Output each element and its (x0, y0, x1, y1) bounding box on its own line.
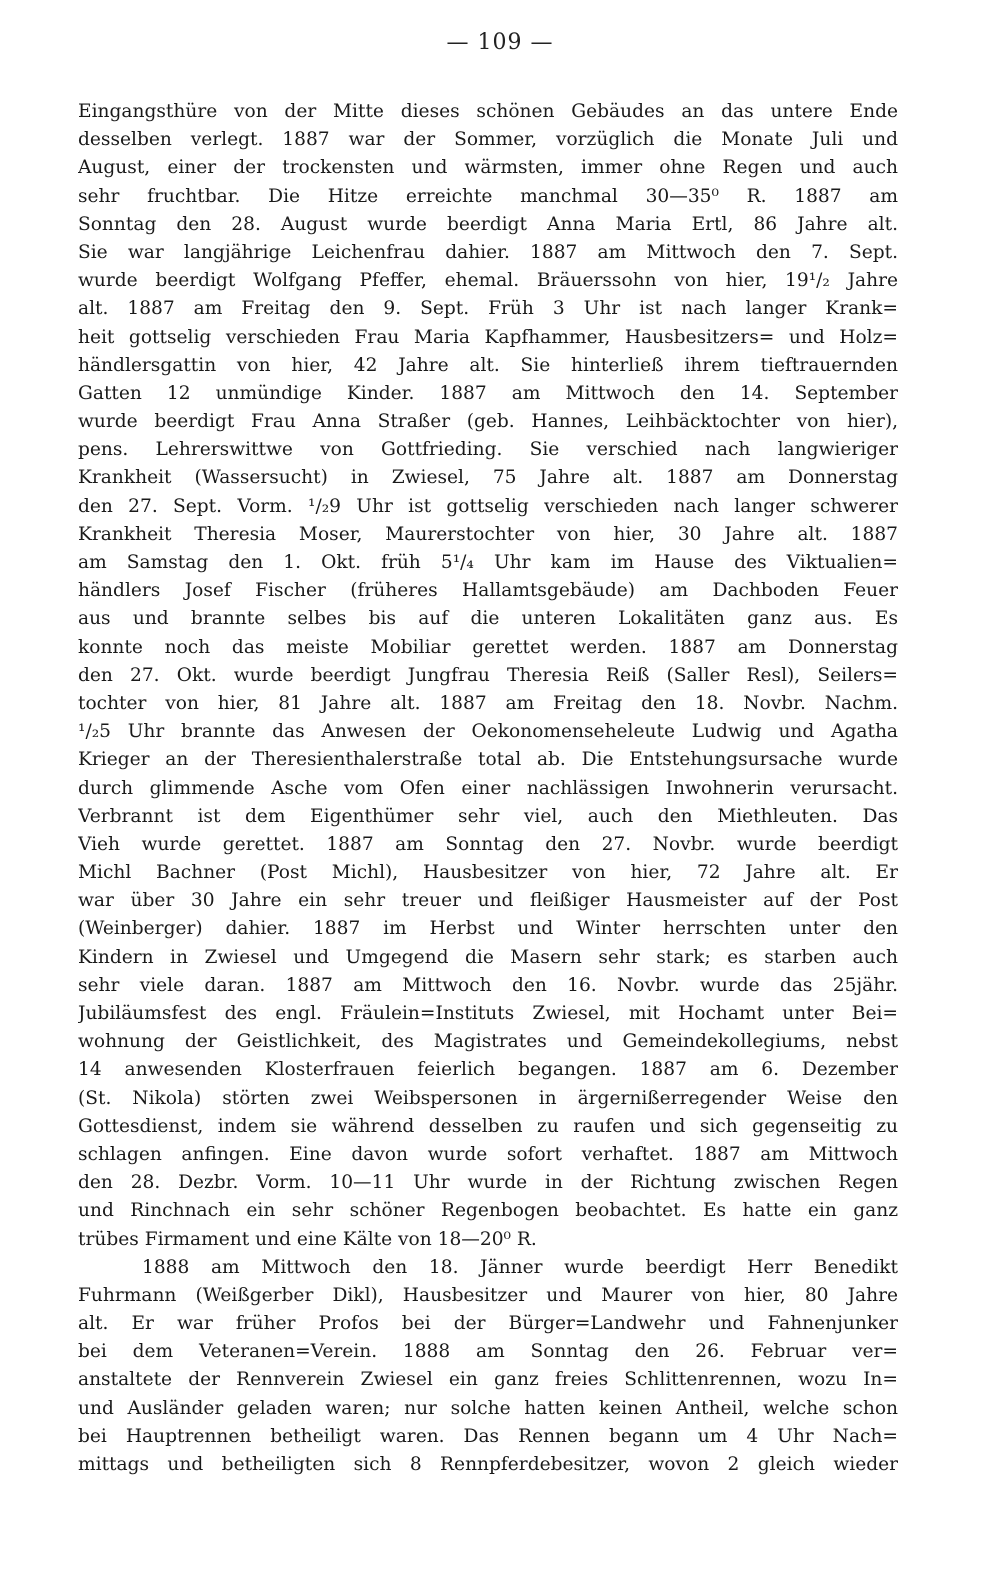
text-line: sehr fruchtbar. Die Hitze erreichte manchmal 30—35⁰ R. 1887 am (78, 185, 898, 207)
text-line: alt. 1887 am Freitag den 9. Sept. Früh 3 Uhr ist nach langer Krank= (78, 298, 898, 320)
text-line: Krieger an der Theresienthalerstraße total ab. Die Entstehungsursache wurde (78, 749, 898, 771)
text-line: bei Hauptrennen betheiligt waren. Das Rennen begann um 4 Uhr Nach= (78, 1425, 898, 1447)
text-line: und Rinchnach ein sehr schöner Regenbogen beobachtet. Es hatte ein ganz (78, 1200, 898, 1222)
text-line: am Samstag den 1. Okt. früh 5¹/₄ Uhr kam im Hause des Viktualien= (78, 552, 898, 573)
text-line: schlagen anfingen. Eine davon wurde sofort verhaftet. 1887 am Mittwoch (78, 1143, 898, 1165)
text-line: tochter von hier, 81 Jahre alt. 1887 am Freitag den 18. Novbr. Nachm. (78, 692, 898, 714)
text-line: Krankheit Theresia Moser, Maurerstochter von hier, 30 Jahre alt. 1887 (78, 523, 898, 545)
text-line: alt. Er war früher Profos bei der Bürger=Landwehr und Fahnenjunker (78, 1313, 898, 1335)
text-line: Sie war langjährige Leichenfrau dahier. 1887 am Mittwoch den 7. Sept. (78, 241, 898, 263)
text-line: wurde beerdigt Wolfgang Pfeffer, ehemal. Bräuerssohn von hier, 19¹/₂ Jahre (78, 270, 898, 292)
text-line: (Weinberger) dahier. 1887 im Herbst und Winter herrschten unter den (78, 918, 898, 940)
text-line: Krankheit (Wassersucht) in Zwiesel, 75 Jahre alt. 1887 am Donnerstag (78, 467, 898, 489)
body-text (78, 98, 898, 1479)
text-line: Gottesdienst, indem sie während desselben zu raufen und sich gegenseitig zu (78, 1115, 898, 1137)
text-line: konnte noch das meiste Mobiliar gerettet werden. 1887 am Donnerstag (78, 636, 898, 658)
text-line: Eingangsthüre von der Mitte dieses schönen Gebäudes an das untere Ende (78, 101, 898, 122)
text-line: desselben verlegt. 1887 war der Sommer, vorzüglich die Monate Juli und (78, 129, 898, 151)
text-line: war über 30 Jahre ein sehr treuer und fleißiger Hausmeister auf der Post (78, 890, 898, 912)
text-line: sehr viele daran. 1887 am Mittwoch den 16. Novbr. wurde das 25jähr. (78, 974, 898, 996)
text-line: den 27. Sept. Vorm. ¹/₂9 Uhr ist gottselig verschieden nach langer schwerer (78, 495, 898, 517)
text-line: Gatten 12 unmündige Kinder. 1887 am Mittwoch den 14. September (78, 382, 898, 404)
text-line: anstaltete der Rennverein Zwiesel ein ganz freies Schlittenrennen, wozu In= (78, 1369, 898, 1391)
text-line: den 28. Dezbr. Vorm. 10—11 Uhr wurde in der Richtung zwischen Regen (78, 1172, 898, 1194)
text-line: durch glimmende Asche vom Ofen einer nachlässigen Inwohnerin verursacht. (78, 777, 898, 799)
text-line: wohnung der Geistlichkeit, des Magistrates und Gemeindekollegiums, nebst (78, 1031, 898, 1053)
text-line: aus und brannte selbes bis auf die unteren Lokalitäten ganz aus. Es (78, 608, 898, 630)
text-line: bei dem Veteranen=Verein. 1888 am Sonntag den 26. Februar ver= (78, 1341, 898, 1363)
text-line: Sonntag den 28. August wurde beerdigt Anna Maria Ertl, 86 Jahre alt. (78, 213, 898, 235)
page-number: — 109 — (446, 30, 554, 55)
text-line: trübes Firmament und eine Kälte von 18—20⁰ R. (78, 1228, 537, 1250)
text-line: heit gottselig verschieden Frau Maria Kapfhammer, Hausbesitzers= und Holz= (78, 326, 898, 348)
text-line: 14 anwesenden Klosterfrauen feierlich begangen. 1887 am 6. Dezember (78, 1059, 898, 1081)
text-line: händlersgattin von hier, 42 Jahre alt. Sie hinterließ ihrem tieftrauernden (78, 354, 898, 376)
text-line: mittags und betheiligten sich 8 Rennpferdebesitzer, wovon 2 gleich wieder (78, 1454, 898, 1475)
text-line: ¹/₂5 Uhr brannte das Anwesen der Oekonomenseheleute Ludwig und Agatha (78, 721, 898, 743)
text-line: Vieh wurde gerettet. 1887 am Sonntag den 27. Novbr. wurde beerdigt (78, 833, 898, 855)
text-line: händlers Josef Fischer (früheres Hallamtsgebäude) am Dachboden Feuer (78, 580, 898, 602)
text-line: Jubiläumsfest des engl. Fräulein=Instituts Zwiesel, mit Hochamt unter Bei= (78, 1003, 898, 1024)
text-line: den 27. Okt. wurde beerdigt Jungfrau Theresia Reiß (Saller Resl), Seilers= (78, 664, 898, 686)
text-line: pens. Lehrerswittwe von Gottfrieding. Sie verschied nach langwieriger (78, 439, 898, 461)
text-line: Verbrannt ist dem Eigenthümer sehr viel, auch den Miethleuten. Das (78, 805, 898, 827)
text-line: wurde beerdigt Frau Anna Straßer (geb. Hannes, Leihbäcktochter von hier), (78, 411, 898, 433)
text-line: 1888 am Mittwoch den 18. Jänner wurde beerdigt Herr Benedikt (142, 1256, 898, 1278)
text-line: Fuhrmann (Weißgerber Dikl), Hausbesitzer und Maurer von hier, 80 Jahre (78, 1284, 898, 1306)
text-line: Michl Bachner (Post Michl), Hausbesitzer von hier, 72 Jahre alt. Er (78, 862, 898, 884)
text-line: Kindern in Zwiesel und Umgegend die Masern sehr stark; es starben auch (78, 946, 898, 968)
text-line: August, einer der trockensten und wärmsten, immer ohne Regen und auch (78, 157, 898, 179)
text-line: und Ausländer geladen waren; nur solche hatten keinen Antheil, welche schon (78, 1397, 898, 1419)
text-line: (St. Nikola) störten zwei Weibspersonen in ärgernißerregender Weise den (78, 1087, 898, 1109)
